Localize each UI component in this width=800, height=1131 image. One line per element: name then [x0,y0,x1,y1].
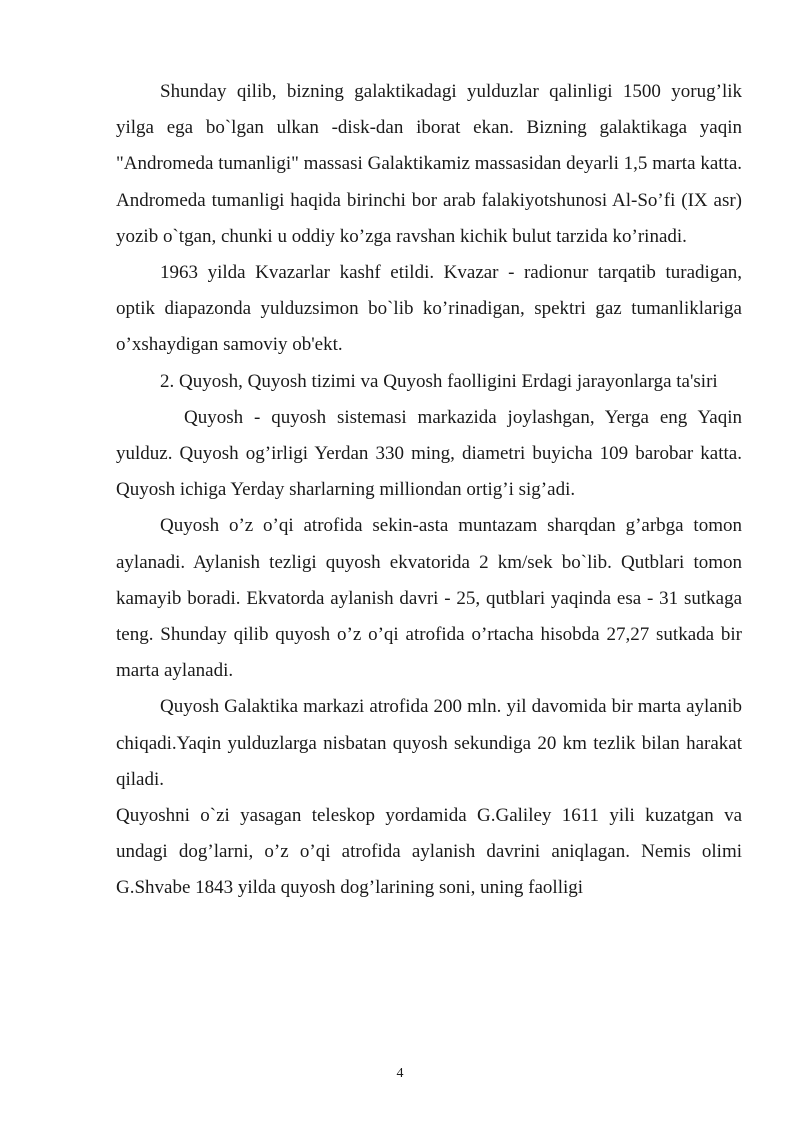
page-number: 4 [396,1066,404,1081]
paragraph-galileo: Quyoshni o`zi yasagan teleskop yordamida G.Galiley 1611 yili kuzatgan va undagi dog’larni, o’z o’qi atrofida aylanish davrini aniqlagan. Nemis olimi G.Shvabe 1843 yilda quyosh dog’larining soni, uning faolligi [116,805,742,899]
paragraph-quasars: 1963 yilda Kvazarlar kashf etildi. Kvazar - radionur tarqatib turadigan, optik diapazonda yulduzsimon bo`lib ko’rinadigan, spektri gaz tumanliklariga o’xshaydigan samoviy ob'ekt. [116,262,742,356]
paragraph-sun-rotation: Quyosh o’z o’qi atrofida sekin-asta muntazam sharqdan g’arbga tomon aylanadi. Aylanish tezligi quyosh ekvatorida 2 km/sek bo`lib. Qutblari tomon kamayib boradi. Ekvatorda aylanish davri - 25, qutblari yaqinda esa - 31 sutkaga teng. Shunday qilib quyosh o’z o’qi atrofida o’rtacha hisobda 27,27 sutkada bir marta aylanadi. [116,515,742,682]
paragraph-galaxy-thickness: Shunday qilib, bizning galaktikadagi yulduzlar qalinligi 1500 yorug’lik yilga ega bo`lgan ulkan -disk-dan iborat ekan. Bizning galaktikaga yaqin "Andromeda tumanligi" massasi Galaktikamiz massasidan deyarli 1,5 marta katta. Andromeda tumanligi haqida birinchi bor arab falakiyotshunosi Al-So’fi (IX asr) yozib o`tgan, chunki u oddiy ko’zga ravshan kichik bulut tarzida ko’rinadi. [116,81,742,247]
section-heading-sun: 2. Quyosh, Quyosh tizimi va Quyosh faolligini Erdagi jarayonlarga ta'siri [160,370,718,392]
paragraph-sun-definition: Quyosh - quyosh sistemasi markazida joylashgan, Yerga eng Yaqin yulduz. Quyosh og’irligi Yerdan 330 ming, diametri buyicha 109 barobar katta. Quyosh ichiga Yerday sharlarning milliondan ortig’i sig’adi. [116,406,742,501]
body-text [116,74,742,907]
paragraph-galactic-orbit: Quyosh Galaktika markazi atrofida 200 mln. yil davomida bir marta aylanib chiqadi.Yaqin yulduzlarga nisbatan quyosh sekundiga 20 km tezlik bilan harakat qiladi. [116,696,742,790]
